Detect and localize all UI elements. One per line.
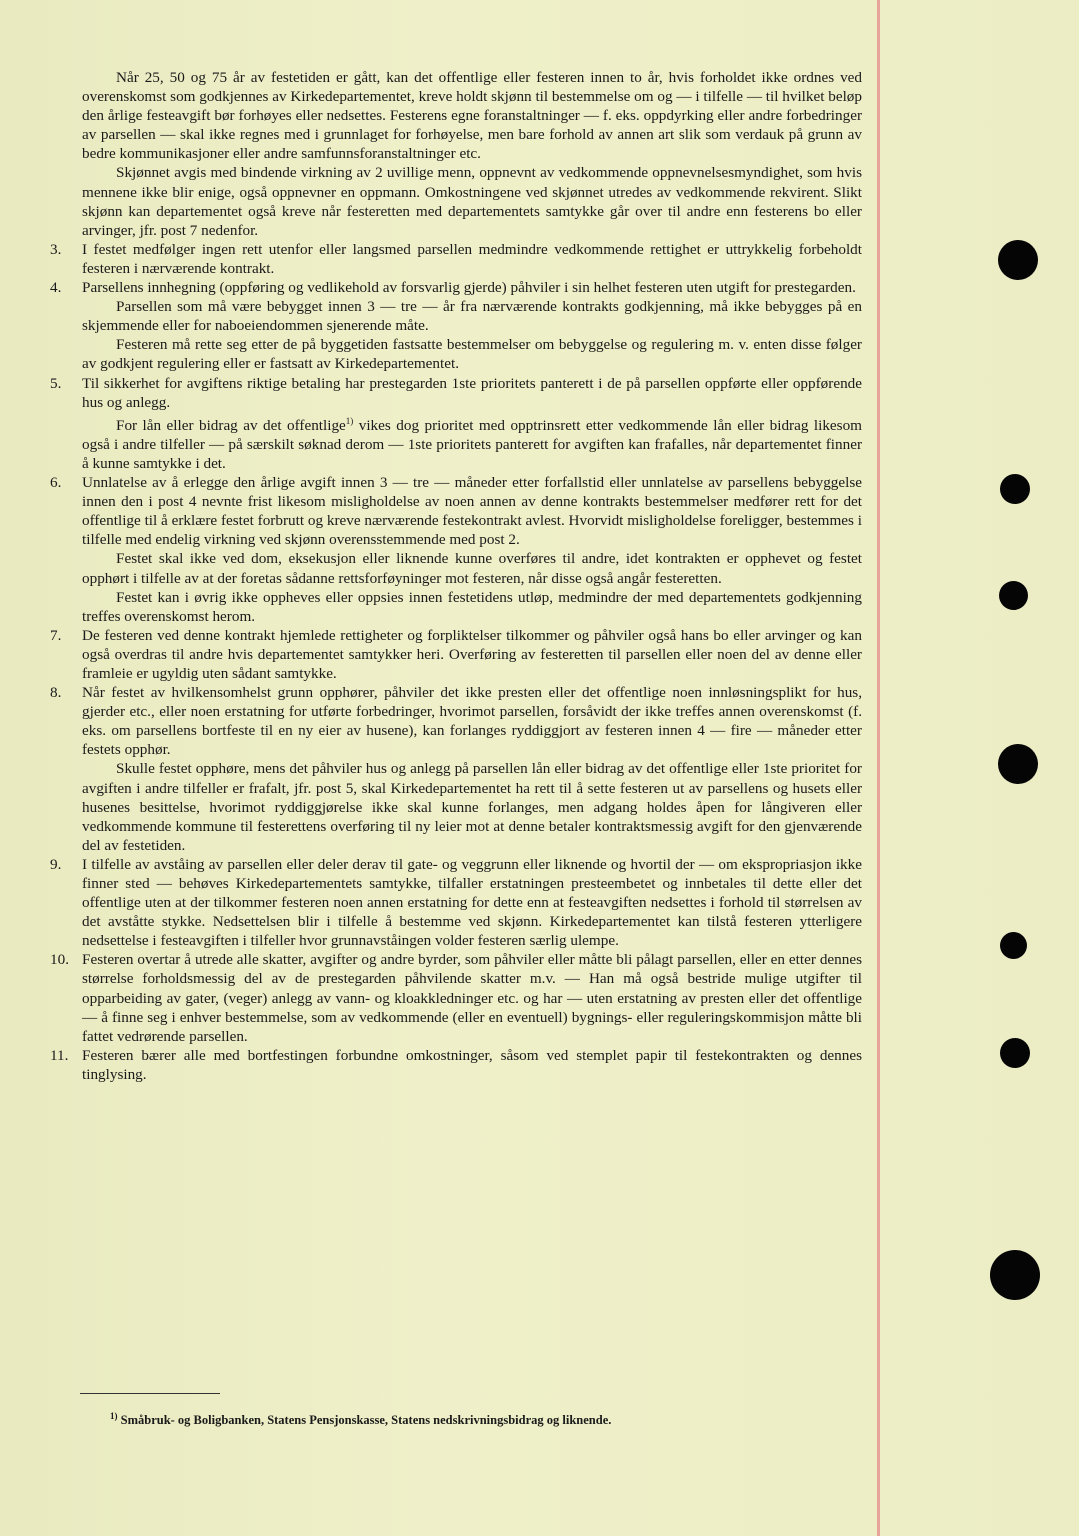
- punch-hole: [1000, 1038, 1030, 1068]
- paragraph: Parsellen som må være bebygget innen 3 — tre — år fra nærværende kontrakts godkjenning, må ikke bebygges på en skjemmende eller for naboeiendommen sjenerende måte.: [82, 298, 862, 335]
- margin-rule: [877, 0, 880, 1536]
- item-number: 10.: [50, 951, 69, 969]
- body-text: [50, 68, 862, 1084]
- footnote-reference: 1): [345, 415, 354, 426]
- paragraph: Festeren må rette seg etter de på byggetiden fastsatte bestemmelser om bebyggelse og regulering m. v. enten disse følger av godkjent regulering eller er fastsatt av Kirkedepartementet.: [82, 336, 862, 373]
- item-text: I tilfelle av avståing av parsellen eller deler derav til gate- og veggrunn eller liknende og hvortil der — om ekspropriasjon ikke finner sted — behøves Kirkedepartementets samtykke, tilfaller erstatningen presteembetet og innbetales til dette eller det offentlige uten at der tilkommer festeren noen annen erstatning for dette enn at festeavgiften nedsettes i forhold til størrelsen av det avståtte stykke. Nedsettelsen blir i tilfelle å bestemme ved skjønn. Kirkedepartementet kan tilstå festeren ytterligere nedsettelse i festeavgiften i tilfeller hvor grunnavståingen volder festeren særlig ulempe.: [82, 855, 862, 950]
- footnote: [110, 1408, 850, 1428]
- punch-hole: [999, 581, 1028, 610]
- item-number: 5.: [50, 374, 62, 392]
- footnote-divider: [80, 1393, 220, 1394]
- list-item: [50, 278, 862, 297]
- paragraph-text: For lån eller bidrag av det offentlige: [116, 416, 346, 434]
- paragraph-text: vikes dog prioritet med opptrinsrett etter vedkommende lån eller bidrag likesom også i andre tilfeller — på særskilt søknad derom — 1ste prioritets panterett for avgiften kan frafalles, når departementet finner å kunne samtykke i det.: [82, 416, 862, 472]
- item-text: Festeren overtar å utrede alle skatter, avgifter og andre byrder, som påhviler eller måtte bli pålagt parsellen, eller en etter dennes størrelse forholdsmessig del av de prestegarden påhvilende skatter m.v. — Han må også bestride mulige utgifter til opparbeiding av gater, (veger) anlegg av vann- og kloakkledninger etc. og har — uten erstatning av presten eller det offentlige — å finne seg i enhver bestemmelse, som av vedkommende (eller en eventuell) bygnings- eller reguleringskommisjon måtte bli fattet vedrørende parsellen.: [82, 951, 862, 1045]
- item-text: Parsellens innhegning (oppføring og vedlikehold av forsvarlig gjerde) påhviler i sin helhet festeren uten utgift for prestegarden.: [82, 279, 856, 297]
- paragraph: Når 25, 50 og 75 år av festetiden er gått, kan det offentlige eller festeren innen to år, hvis forholdet ikke ordnes ved overenskomst som godkjennes av Kirkedepartementet, kreve holdt skjønn til bestemmelse om og — i tilfelle — til hvilket beløp den årlige festeavgift bør forhøyes eller nedsettes. Festerens egne foranstaltninger — f. eks. oppdyrking eller andre forbedringer av parsellen — skal ikke regnes med i grunnlaget for forhøyelse, men bare forhold av annen art slik som verdauk på grunn av bedre kommunikasjoner eller andre samfunnsforanstaltninger etc.: [82, 69, 862, 163]
- paragraph: [50, 412, 862, 473]
- item-number: 6.: [50, 474, 62, 492]
- footnote-text: Småbruk- og Boligbanken, Statens Pensjonskasse, Statens nedskrivningsbidrag og liknende.: [120, 1413, 612, 1428]
- item-text: Festeren bærer alle med bortfestingen forbundne omkostninger, såsom ved stemplet papir til festekontrakten og dennes tinglysing.: [82, 1046, 862, 1083]
- list-item: [50, 683, 862, 759]
- punch-hole: [990, 1250, 1040, 1300]
- paragraph: Festet skal ikke ved dom, eksekusjon eller liknende kunne overføres til andre, idet kontrakten er opphevet og festet opphørt i tilfelle av at der foretas sådanne rettsforføyninger mot festeren, når disse også angår festeretten.: [82, 550, 862, 587]
- punch-hole: [998, 744, 1038, 784]
- list-item: [50, 950, 862, 1045]
- item-number: 9.: [50, 855, 62, 873]
- list-item: [50, 374, 862, 412]
- item-text: De festeren ved denne kontrakt hjemlede rettigheter og forpliktelser tilkommer og påhviler også hans bo eller arvinger og kan også overdras til andre hvis departementet samtykker heri. Overføring av festeretten til parsellen eller noen del av denne eller framleie er ugyldig uten sådant samtykke.: [82, 626, 862, 682]
- item-text: Når festet av hvilkensomhelst grunn opphører, påhviler det ikke presten eller det offentlige noen innløsningsplikt for hus, gjerder etc., eller noen erstatning for utførte forbedringer, hvorimot parsellen, forsåvidt der ikke treffes annen overenskomst (f. eks. om parsellens bortfeste til en ny eier av husene), kan forlanges ryddiggjort av festeren innen 4 — fire — måneder etter festets opphør.: [82, 684, 862, 759]
- list-item: [50, 240, 862, 278]
- punch-hole: [998, 240, 1038, 280]
- item-number: 4.: [50, 279, 62, 297]
- item-number: 3.: [50, 240, 62, 258]
- footnote-mark: 1): [110, 1411, 118, 1421]
- punch-hole: [1000, 474, 1030, 504]
- item-text: Til sikkerhet for avgiftens riktige betaling har prestegarden 1ste prioritets panterett i de på parsellen oppførte eller oppførende hus og anlegg.: [82, 374, 862, 411]
- paragraph: Festet kan i øvrig ikke oppheves eller oppsies innen festetidens utløp, medmindre der med departementets godkjenning treffes overenskomst herom.: [82, 588, 862, 625]
- item-text: I festet medfølger ingen rett utenfor eller langsmed parsellen medmindre vedkommende rettighet er uttrykkelig forbeholdt festeren i nærværende kontrakt.: [82, 240, 862, 277]
- paragraph: Skjønnet avgis med bindende virkning av 2 uvillige menn, oppnevnt av vedkommende oppnevnelsesmyndighet, som hvis mennene ikke blir enige, også oppnevner en oppmann. Omkostningene ved skjønnet utredes av vedkommende rekvirent. Slikt skjønn kan departementet også kreve når festeretten med departementets samtykke går over til andre enn festerens bo eller arvinger, jfr. post 7 nedenfor.: [82, 164, 862, 239]
- item-text: Unnlatelse av å erlegge den årlige avgift innen 3 — tre — måneder etter forfallstid eller unnlatelse av parsellens bebyggelse innen den i post 4 nevnte frist likesom misligholdelse av noen annen av denne kontrakts bestemmelser medfører rett for det offentlige til å erklære festet forbrutt og kreve nærværende festekontrakt avlest. Hvorvidt misligholdelse foreligger, bestemmes i tilfelle med endelig virkning ved skjønn overensstemmende med post 2.: [82, 474, 862, 549]
- item-number: 8.: [50, 684, 62, 702]
- paragraph: Skulle festet opphøre, mens det påhviler hus og anlegg på parsellen lån eller bidrag av det offentlige eller 1ste prioritet for avgiften i andre tilfeller er frafalt, jfr. post 5, skal Kirkedepartementet ha rett til å sette festeren ut av parsellens og husets eller husenes besittelse, hvorimot ryddiggjørelse ikke skal kunne forlanges, men adgang holdes åpen for långiveren eller vedkommende kommune til festerettens overføring til ny leier mot at denne betaler kontraktsmessig avgift for den gjenværende del av festetiden.: [82, 760, 862, 854]
- item-number: 11.: [50, 1046, 69, 1064]
- list-item: [50, 855, 862, 950]
- punch-hole: [1000, 932, 1027, 959]
- list-item: [50, 473, 862, 549]
- list-item: [50, 626, 862, 683]
- list-item: [50, 1046, 862, 1084]
- item-number: 7.: [50, 626, 62, 644]
